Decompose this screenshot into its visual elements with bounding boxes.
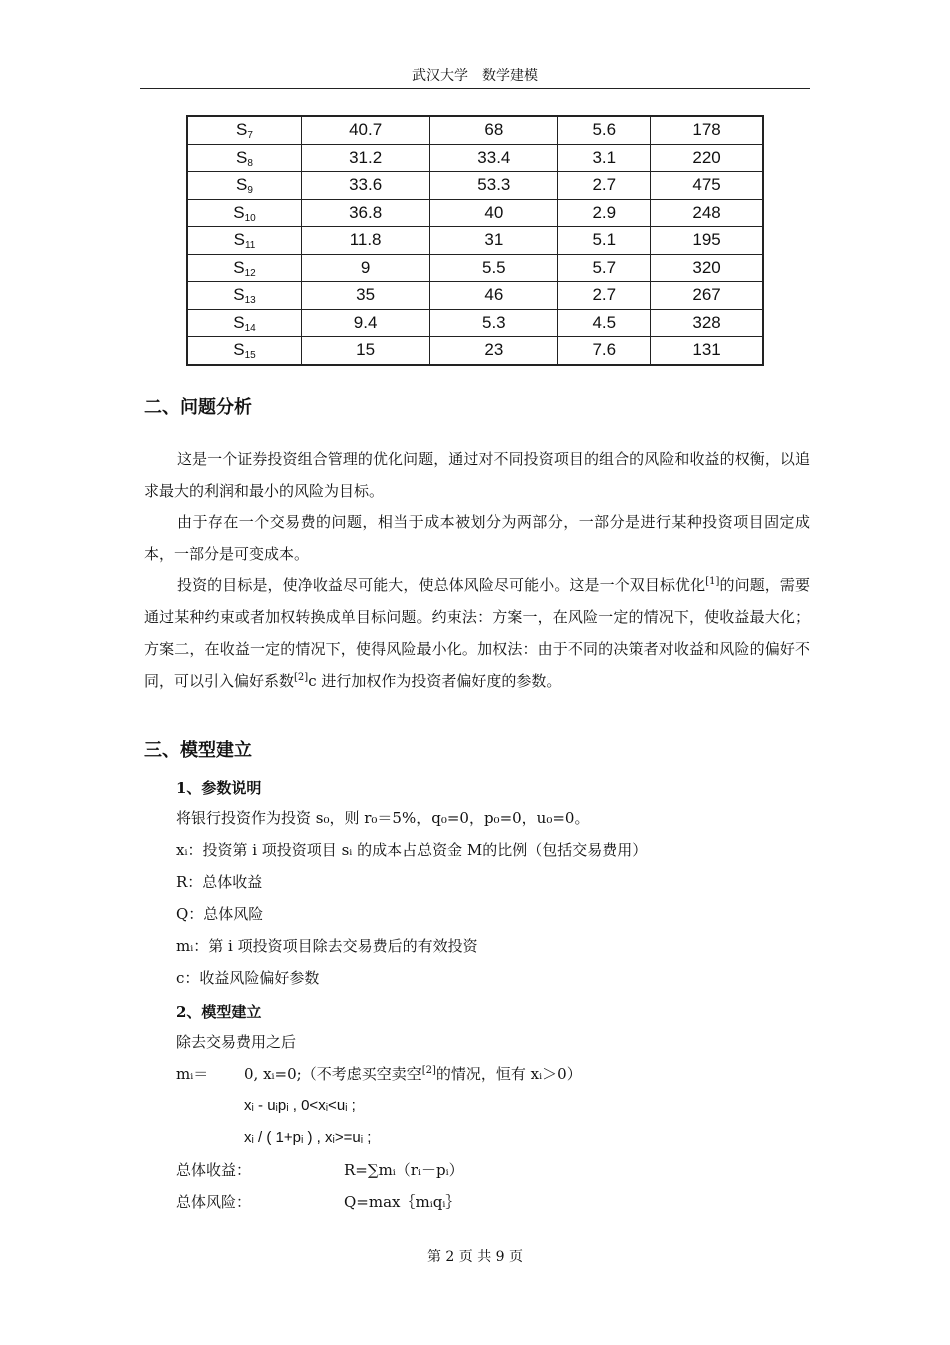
table-cell: 5.1 [558, 227, 651, 255]
table-cell: 15 [302, 337, 430, 365]
row-label-base: S [236, 120, 248, 140]
row-label [187, 282, 302, 310]
row-label-subscript: 13 [244, 295, 256, 307]
table-cell: 11.8 [302, 227, 430, 255]
investment-data-table [186, 115, 764, 366]
table-cell: 267 [651, 282, 763, 310]
table-row [187, 337, 763, 365]
row-label [187, 144, 302, 172]
table-cell: 36.8 [302, 199, 430, 227]
after-fee-text: 除去交易费用之后 [176, 1033, 297, 1051]
section-heading-model: 三、模型建立 [144, 740, 252, 761]
row-label [187, 199, 302, 227]
table-cell: 4.5 [558, 309, 651, 337]
table-row [187, 144, 763, 172]
row-label-base: S [233, 312, 245, 332]
subheading-parameters: 1、参数说明 [176, 779, 262, 797]
m-definition: mᵢ：第 i 项投资项目除去交易费后的有效投资 [176, 937, 478, 955]
total-risk-formula: Q=max｛mᵢqᵢ｝ [344, 1193, 461, 1211]
table-row [187, 172, 763, 200]
table-cell: 5.5 [430, 254, 558, 282]
row-label-subscript: 14 [244, 322, 256, 334]
table-cell: 195 [651, 227, 763, 255]
total-return-formula: R=∑mᵢ（rᵢ－pᵢ） [344, 1161, 464, 1179]
page-header: 武汉大学 数学建模 [140, 66, 810, 89]
table-cell: 53.3 [430, 172, 558, 200]
x-definition: xᵢ：投资第 i 项投资项目 sᵢ 的成本占总资金 M的比例（包括交易费用） [176, 841, 648, 859]
table-row [187, 309, 763, 337]
table-cell: 33.4 [430, 144, 558, 172]
row-label-base: S [233, 202, 245, 222]
table-row [187, 116, 763, 144]
table-cell: 68 [430, 116, 558, 144]
citation-ref: [2] [421, 1065, 436, 1076]
row-label [187, 172, 302, 200]
piecewise-case-1 [244, 1064, 582, 1084]
table-cell: 40 [430, 199, 558, 227]
table-cell: 5.3 [430, 309, 558, 337]
row-label-subscript: 9 [247, 185, 253, 197]
table-body [187, 116, 763, 365]
table-cell: 475 [651, 172, 763, 200]
row-label-subscript: 12 [244, 267, 256, 279]
row-label-base: S [233, 340, 245, 360]
formula-text: 的情况，恒有 xᵢ＞0） [435, 1065, 582, 1083]
total-return-label: 总体收益： [176, 1161, 252, 1179]
row-label [187, 337, 302, 365]
table-cell: 5.6 [558, 116, 651, 144]
bank-investment-line: 将银行投资作为投资 s₀，则 r₀＝5%，q₀=0，p₀=0，u₀=0。 [176, 809, 590, 827]
table-cell: 46 [430, 282, 558, 310]
table-cell: 7.6 [558, 337, 651, 365]
row-label-subscript: 7 [247, 130, 253, 142]
formula-text: 0, xᵢ=0;（不考虑买空卖空 [244, 1065, 422, 1083]
piecewise-case-2: xᵢ - uᵢpᵢ , 0<xᵢ<uᵢ ; [244, 1097, 356, 1114]
analysis-paragraph-3 [144, 569, 810, 697]
analysis-paragraph-1: 这是一个证券投资组合管理的优化问题，通过对不同投资项目的组合的风险和收益的权衡，以追求最大的利润和最小的风险为目标。 [144, 450, 810, 500]
row-label [187, 254, 302, 282]
citation-ref: [1] [705, 576, 720, 587]
table-cell: 248 [651, 199, 763, 227]
table-cell: 9 [302, 254, 430, 282]
row-label-subscript: 10 [244, 212, 256, 224]
row-label-base: S [233, 230, 245, 250]
paragraph-text: c 进行加权作为投资者偏好度的参数。 [308, 672, 562, 690]
paragraph-text: 投资的目标是，使净收益尽可能大，使总体风险尽可能小。这是一个双目标优化 [177, 576, 706, 594]
row-label [187, 309, 302, 337]
row-label-subscript: 8 [247, 157, 253, 169]
paragraph-text: 的问题，需要通过某种约束或者加权转换成单目标问题。约束法：方案一，在风险一定的情况下，使收益最大化；方案二，在收益一定的情况下，使得风险最小化。加权法：由于不同的决策者对收益和风险的偏好不同，可以引入偏好系数 [144, 576, 810, 690]
row-label-subscript: 15 [244, 350, 256, 362]
table-row [187, 227, 763, 255]
row-label-base: S [233, 285, 245, 305]
q-definition: Q：总体风险 [176, 905, 264, 923]
m-label: mᵢ＝ [176, 1065, 209, 1083]
table-cell: 23 [430, 337, 558, 365]
c-definition: c：收益风险偏好参数 [176, 969, 320, 987]
row-label-base: S [233, 257, 245, 277]
citation-ref: [2] [294, 672, 309, 683]
table-cell: 131 [651, 337, 763, 365]
table-cell: 178 [651, 116, 763, 144]
row-label-subscript: 11 [244, 240, 256, 252]
total-risk-label: 总体风险： [176, 1193, 252, 1211]
analysis-paragraph-2: 由于存在一个交易费的问题，相当于成本被划分为两部分，一部分是进行某种投资项目固定成本，一部分是可变成本。 [144, 513, 810, 563]
row-label-base: S [236, 147, 248, 167]
r-definition: R：总体收益 [176, 873, 263, 891]
row-label [187, 227, 302, 255]
table-cell: 320 [651, 254, 763, 282]
table-row [187, 254, 763, 282]
table-cell: 40.7 [302, 116, 430, 144]
row-label [187, 116, 302, 144]
row-label-base: S [236, 175, 248, 195]
table-cell: 328 [651, 309, 763, 337]
table-cell: 31.2 [302, 144, 430, 172]
table-cell: 2.9 [558, 199, 651, 227]
piecewise-case-3: xᵢ / ( 1+pᵢ ) , xᵢ>=uᵢ ; [244, 1129, 372, 1146]
table-cell: 220 [651, 144, 763, 172]
section-heading-analysis: 二、问题分析 [144, 397, 252, 418]
table-cell: 2.7 [558, 172, 651, 200]
table-cell: 35 [302, 282, 430, 310]
table-cell: 31 [430, 227, 558, 255]
table-cell: 3.1 [558, 144, 651, 172]
table-row [187, 199, 763, 227]
table-cell: 5.7 [558, 254, 651, 282]
page-footer: 第 2 页 共 9 页 [426, 1249, 524, 1265]
table-cell: 33.6 [302, 172, 430, 200]
table-row [187, 282, 763, 310]
subheading-model: 2、模型建立 [176, 1003, 262, 1021]
table-cell: 9.4 [302, 309, 430, 337]
table-cell: 2.7 [558, 282, 651, 310]
